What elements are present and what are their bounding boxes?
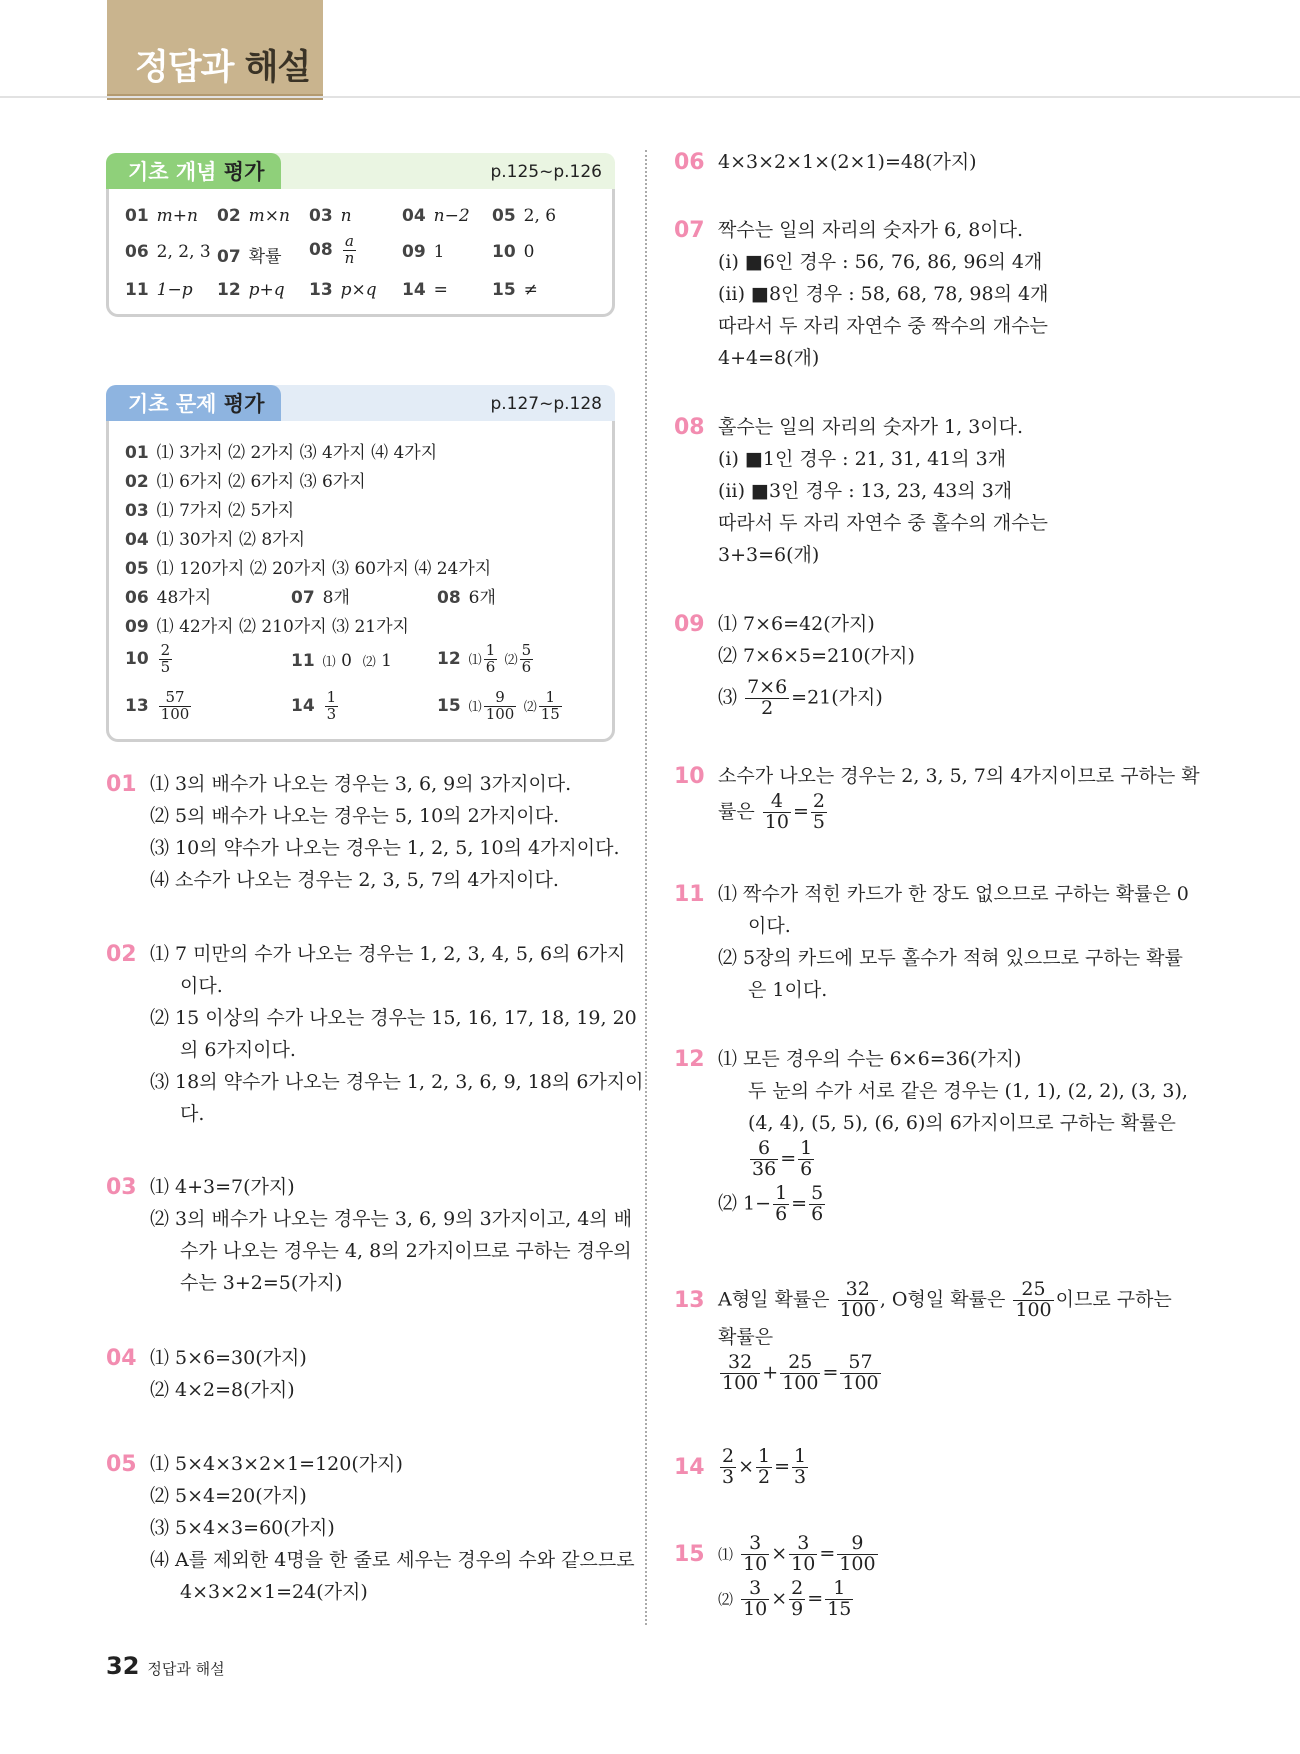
solution-10: 소수가 나오는 경우는 2, 3, 5, 7의 4가지이므로 구하는 확 률은 $\frac{4}{10}$ = $\frac{2}{5}$ bbox=[718, 765, 1200, 833]
answer: 02 m×n bbox=[217, 206, 290, 226]
solution-03: ⑴ 4+3=7(가지) ⑵ 3의 배수가 나오는 경우는 3, 6, 9의 3가지이고, 4의 배 수가 나오는 경우는 4, 8의 2가지이므로 구하는 경우의 수는 3+2=5(가지) bbox=[150, 1176, 633, 1294]
answer: 07 확률 bbox=[217, 247, 282, 267]
page-range: p.127~p.128 bbox=[490, 394, 602, 414]
answer: 08 $\frac{a}{n}$ bbox=[309, 232, 355, 267]
answer: 03 n bbox=[309, 206, 352, 226]
answer: 15 ⑴ $\frac{9}{100}$ ⑵ $\frac{1}{15}$ bbox=[437, 688, 560, 723]
solution-number: 15 bbox=[674, 1542, 705, 1567]
answer-row: 01 ⑴ 3가지 ⑵ 2가지 ⑶ 4가지 ⑷ 4가지 bbox=[125, 443, 438, 463]
answer: 01 m+n bbox=[125, 206, 198, 226]
answer: 13 $\frac{57}{100}$ bbox=[125, 688, 190, 723]
answer: 09 1 bbox=[402, 242, 445, 262]
answer: 10 0 bbox=[492, 242, 535, 262]
answer: 13 p×q bbox=[309, 280, 377, 300]
solution-number: 05 bbox=[106, 1452, 137, 1477]
page-footer bbox=[106, 1652, 225, 1680]
answer: 07 8개 bbox=[291, 588, 350, 608]
solution-15: ⑴ $\frac{3}{10}$ × $\frac{3}{10}$ = $\frac{9}{100}$ ⑵ $\frac{3}{10}$ × $\frac{2}{9}$ = $\frac{1}{15}$ bbox=[718, 1532, 876, 1620]
answer: 05 2, 6 bbox=[492, 206, 557, 226]
answer-row: 02 ⑴ 6가지 ⑵ 6가지 ⑶ 6가지 bbox=[125, 472, 366, 492]
answer: 10 $\frac{2}{5}$ bbox=[125, 641, 171, 676]
box-heading: 기초 개념 평가 bbox=[106, 153, 281, 189]
answer: 08 6개 bbox=[437, 588, 496, 608]
solution-number: 11 bbox=[674, 882, 705, 907]
solution-08: 홀수는 일의 자리의 숫자가 1, 3이다. (ⅰ) ■1인 경우 : 21, 31, 41의 3개 (ⅱ) ■3인 경우 : 13, 23, 43의 3개 따라서 두 자리 자연수 중 홀수의 개수는 3+3=6(개) bbox=[718, 416, 1048, 566]
answer: 06 48가지 bbox=[125, 588, 212, 608]
solution-number: 09 bbox=[674, 612, 705, 637]
header-rule bbox=[0, 96, 1300, 98]
solution-01: ⑴ 3의 배수가 나오는 경우는 3, 6, 9의 3가지이다. ⑵ 5의 배수가 나오는 경우는 5, 10의 2가지이다. ⑶ 10의 약수가 나오는 경우는 1, 2, 5, 10의 4가지이다. ⑷ 소수가 나오는 경우는 2, 3, 5, 7의 4가지이다. bbox=[150, 773, 620, 891]
column-divider bbox=[645, 150, 647, 1625]
solution-number: 06 bbox=[674, 150, 705, 175]
answer-row: 09 ⑴ 42가지 ⑵ 210가지 ⑶ 21가지 bbox=[125, 617, 409, 637]
solution-14: $\frac{2}{3}$ × $\frac{1}{2}$ = $\frac{1}{3}$ bbox=[722, 1445, 807, 1488]
answer: 11 1−p bbox=[125, 280, 193, 300]
solution-number: 03 bbox=[106, 1175, 137, 1200]
answer: 15 ≠ bbox=[492, 280, 538, 300]
solution-09: ⑴ 7×6=42(가지) ⑵ 7×6×5=210(가지) ⑶ $\frac{7\times 6}{2}$ =21(가지) bbox=[718, 613, 915, 719]
answer: 12 p+q bbox=[217, 280, 285, 300]
answer: 14 = bbox=[402, 280, 448, 300]
solution-number: 13 bbox=[674, 1288, 705, 1313]
solution-07: 짝수는 일의 자리의 숫자가 6, 8이다. (ⅰ) ■6인 경우 : 56, 76, 86, 96의 4개 (ⅱ) ■8인 경우 : 58, 68, 78, 98의 4개 따라서 두 자리 자연수 중 짝수의 개수는 4+4=8(개) bbox=[718, 219, 1049, 369]
solution-02: ⑴ 7 미만의 수가 나오는 경우는 1, 2, 3, 4, 5, 6의 6가지 이다. ⑵ 15 이상의 수가 나오는 경우는 15, 16, 17, 18, 19, 20 의 6가지이다. ⑶ 18의 약수가 나오는 경우는 1, 2, 3, 6, 9, 18의 6가지이 다. bbox=[150, 943, 644, 1125]
answer: 06 2, 2, 3 bbox=[125, 242, 211, 262]
header-tab bbox=[107, 0, 323, 100]
solution-number: 12 bbox=[674, 1047, 705, 1072]
solution-13: A형일 확률은 $\frac{32}{100}$ , O형일 확률은 $\frac{25}{100}$ 이므로 구하는 확률은 $\frac{32}{100}$ + $\frac{25}{100}$ = $\frac{57}{100}$ bbox=[718, 1278, 1172, 1394]
solution-04: ⑴ 5×6=30(가지) ⑵ 4×2=8(가지) bbox=[150, 1347, 307, 1401]
solution-number: 04 bbox=[106, 1346, 137, 1371]
solution-06: 4×3×2×1×(2×1)=48(가지) bbox=[718, 151, 977, 173]
solution-number: 14 bbox=[674, 1455, 705, 1480]
answer: 11 ⑴ 0 ⑵ 1 bbox=[291, 651, 392, 671]
solution-number: 08 bbox=[674, 415, 705, 440]
answer: 04 n−2 bbox=[402, 206, 470, 226]
solution-number: 02 bbox=[106, 942, 137, 967]
answer-row: 04 ⑴ 30가지 ⑵ 8가지 bbox=[125, 530, 306, 550]
box-heading: 기초 문제 평가 bbox=[106, 385, 281, 421]
answer: 14 $\frac{1}{3}$ bbox=[291, 688, 337, 723]
answer-row: 03 ⑴ 7가지 ⑵ 5가지 bbox=[125, 501, 295, 521]
solution-05: ⑴ 5×4×3×2×1=120(가지) ⑵ 5×4=20(가지) ⑶ 5×4×3=60(가지) ⑷ A를 제외한 4명을 한 줄로 세우는 경우의 수와 같으므로 4×3×2×1=24(가지) bbox=[150, 1453, 635, 1603]
basic-problem-box bbox=[106, 385, 615, 742]
page-range: p.125~p.126 bbox=[490, 162, 602, 182]
solution-11: ⑴ 짝수가 적힌 카드가 한 장도 없으므로 구하는 확률은 0 이다. ⑵ 5장의 카드에 모두 홀수가 적혀 있으므로 구하는 확률 은 1이다. bbox=[718, 883, 1189, 1001]
solution-number: 10 bbox=[674, 764, 705, 789]
solution-number: 07 bbox=[674, 218, 705, 243]
solution-12: ⑴ 모든 경우의 수는 6×6=36(가지) 두 눈의 수가 서로 같은 경우는 (1, 1), (2, 2), (3, 3), (4, 4), (5, 5), (6, 6)의 6가지이므로 구하는 확률은 $\frac{6}{36}$ = $\frac{1}{6}$ ⑵ 1− $\frac{1}{6}$ = $\frac{5}{6}$ bbox=[718, 1048, 1188, 1225]
solution-number: 01 bbox=[106, 772, 137, 797]
answer: 12 ⑴ $\frac{1}{6}$ ⑵ $\frac{5}{6}$ bbox=[437, 641, 532, 676]
page-title: 정답과 해설 bbox=[135, 48, 311, 88]
answer-row: 05 ⑴ 120가지 ⑵ 20가지 ⑶ 60가지 ⑷ 24가지 bbox=[125, 559, 492, 579]
footer-label: 정답과 해설 bbox=[147, 1660, 225, 1678]
basic-concept-box bbox=[106, 153, 615, 317]
page-number: 32 bbox=[106, 1652, 140, 1680]
